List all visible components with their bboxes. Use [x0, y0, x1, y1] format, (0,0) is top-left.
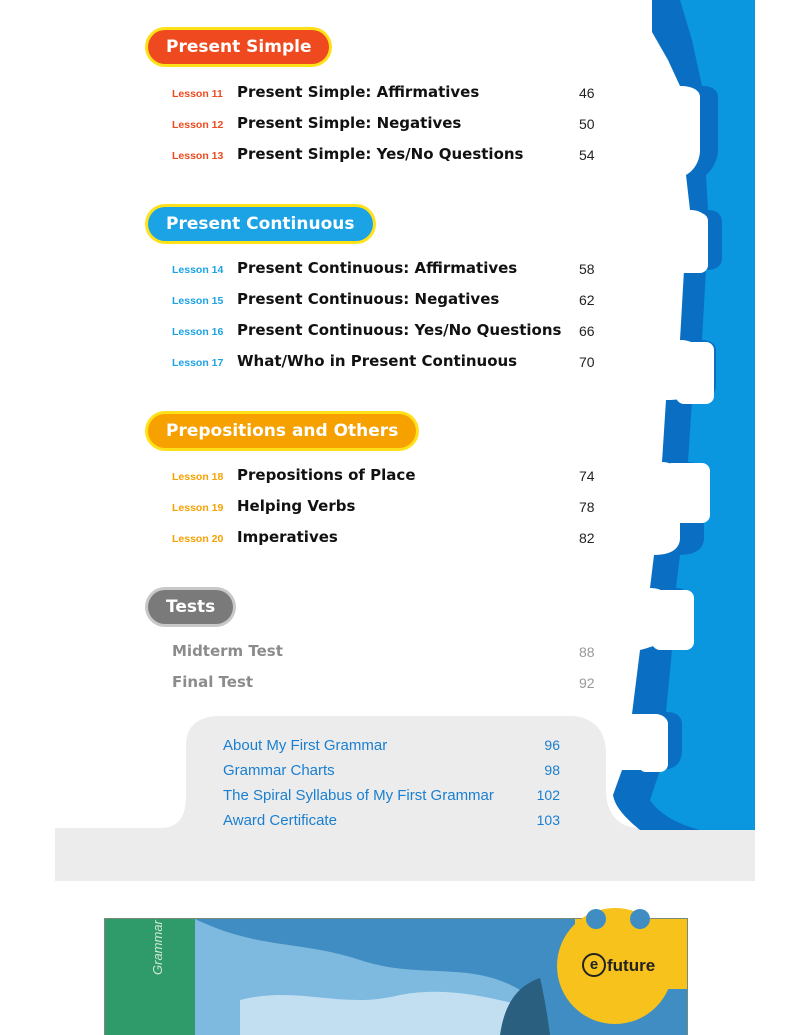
page-number: 58	[579, 261, 595, 277]
page-number: 78	[579, 499, 595, 515]
appendix-row[interactable]	[223, 787, 568, 809]
page-number: 98	[544, 762, 560, 778]
appendix-title: Award Certificate	[223, 812, 337, 829]
test-title: Midterm Test	[172, 642, 283, 660]
toc-row[interactable]	[172, 321, 602, 343]
page-number: 70	[579, 354, 595, 370]
appendix-title: About My First Grammar	[223, 737, 388, 754]
page-number: 96	[544, 737, 560, 753]
lesson-title: Imperatives	[237, 528, 338, 546]
lesson-title: Present Continuous: Affirmatives	[237, 259, 518, 277]
e-future-logo-icon: e	[582, 953, 606, 977]
lesson-number: Lesson 18	[172, 471, 224, 483]
appendix-row[interactable]	[223, 737, 568, 759]
cover-spine-text: Grammar	[150, 920, 165, 975]
toc-row[interactable]	[172, 528, 602, 550]
page-number: 46	[579, 85, 595, 101]
toc-row[interactable]	[172, 259, 602, 281]
lesson-title: Present Simple: Yes/No Questions	[237, 145, 524, 163]
lesson-number: Lesson 17	[172, 357, 224, 369]
lesson-number: Lesson 19	[172, 502, 224, 514]
page-number: 50	[579, 116, 595, 132]
page-number: 54	[579, 147, 595, 163]
toc-row[interactable]	[172, 145, 602, 167]
test-title: Final Test	[172, 673, 254, 691]
lesson-number: Lesson 15	[172, 295, 224, 307]
lesson-number: Lesson 11	[172, 88, 223, 100]
appendix-row[interactable]	[223, 812, 568, 834]
page-number: 88	[579, 644, 595, 660]
lesson-title: Present Continuous: Negatives	[237, 290, 500, 308]
lesson-number: Lesson 16	[172, 326, 224, 338]
test-row[interactable]	[172, 673, 602, 695]
lesson-title: Present Simple: Negatives	[237, 114, 462, 132]
section-badge-tests: Tests	[148, 590, 233, 624]
page-number: 92	[579, 675, 595, 691]
lesson-title: Helping Verbs	[237, 497, 356, 515]
lesson-title: Prepositions of Place	[237, 466, 416, 484]
toc-row[interactable]	[172, 352, 602, 374]
publisher-logo-text: future	[607, 956, 656, 975]
appendix-row[interactable]	[223, 762, 568, 784]
test-row[interactable]	[172, 642, 602, 664]
lesson-number: Lesson 20	[172, 533, 224, 545]
page-number: 74	[579, 468, 595, 484]
lesson-title: Present Continuous: Yes/No Questions	[237, 321, 562, 339]
appendix-title: The Spiral Syllabus of My First Grammar	[223, 787, 494, 804]
appendix-title: Grammar Charts	[223, 762, 335, 779]
lesson-number: Lesson 13	[172, 150, 224, 162]
section-badge-present-continuous: Present Continuous	[148, 207, 373, 241]
page-number: 103	[536, 812, 560, 828]
page-number: 82	[579, 530, 595, 546]
gray-footer-panel	[55, 828, 755, 881]
lesson-title: What/Who in Present Continuous	[237, 352, 518, 370]
page-number: 62	[579, 292, 595, 308]
page-number: 66	[579, 323, 595, 339]
toc-row[interactable]	[172, 290, 602, 312]
section-badge-prepositions: Prepositions and Others	[148, 414, 416, 448]
page-number: 102	[536, 787, 560, 803]
lesson-number: Lesson 12	[172, 119, 224, 131]
section-badge-present-simple: Present Simple	[148, 30, 329, 64]
toc-row[interactable]	[172, 114, 602, 136]
lesson-title: Present Simple: Affirmatives	[237, 83, 480, 101]
toc-row[interactable]	[172, 466, 602, 488]
toc-row[interactable]	[172, 497, 602, 519]
lesson-number: Lesson 14	[172, 264, 224, 276]
toc-row[interactable]	[172, 83, 602, 105]
